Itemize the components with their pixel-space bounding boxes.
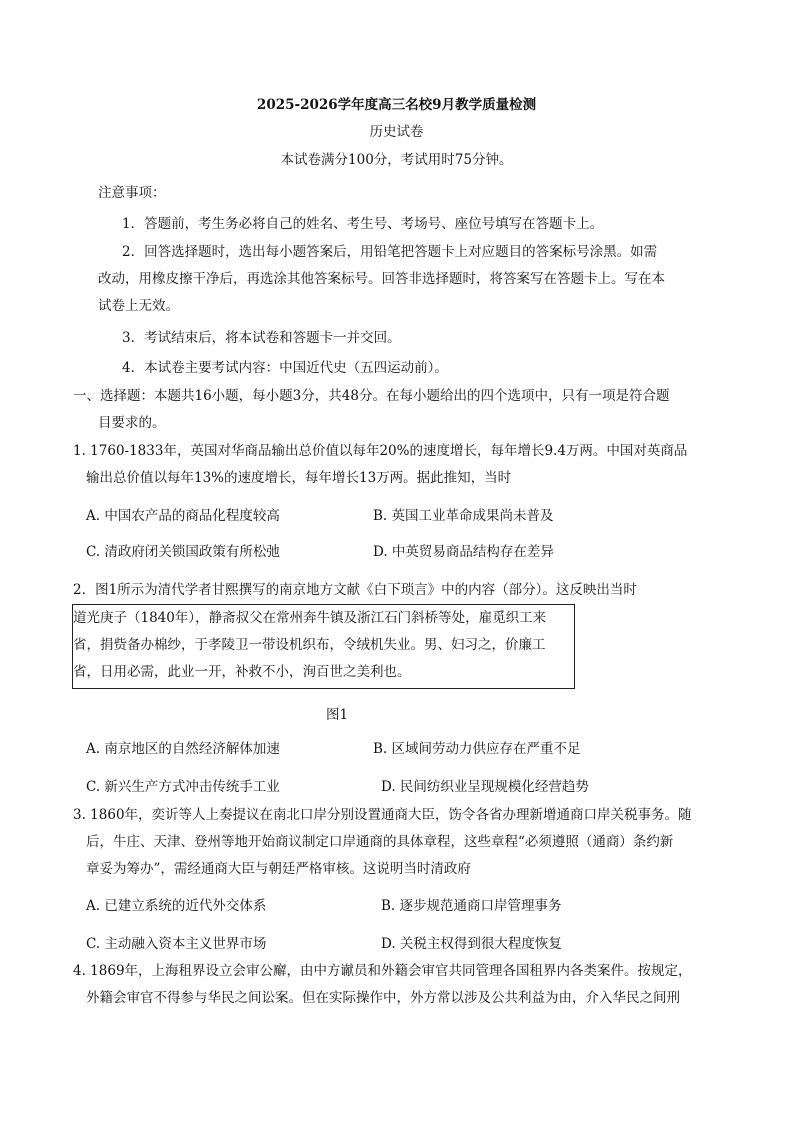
q2-option-d: D. 民间纺织业呈现规模化经营趋势 (381, 779, 589, 795)
notice-item-1: 1．答题前，考生务必将自己的姓名、考生号、考场号、座位号填写在答题卡上。 (122, 216, 604, 232)
notice-item-2-line-2: 改动，用橡皮擦干净后，再选涂其他答案标号。回答非选择题时，将答案写在答题卡上。写在本 (98, 271, 665, 287)
q3-stem-line-1: 3. 1860年，奕䜣等人上奏提议在南北口岸分别设置通商大臣，饬令各省办理新增通商口岸关税事务。随 (73, 807, 692, 823)
q4-stem-line-2: 外籍会审官不得参与华民之间讼案。但在实际操作中，外方常以涉及公共利益为由，介入华民之间刑 (86, 990, 680, 1006)
section-1-heading: 一、选择题：本题共16小题，每小题3分，共48分。在每小题给出的四个选项中，只有一项是符合题 (73, 388, 670, 404)
q3-option-a: A. 已建立系统的近代外交体系 (86, 898, 267, 914)
q1-stem-line-1: 1. 1760-1833年，英国对华商品输出总价值以每年20%的速度增长，每年增长9.4万两。中国对英商品 (73, 443, 688, 459)
q1-option-b: B. 英国工业革命成果尚未普及 (373, 508, 554, 524)
exam-title: 2025-2026学年度高三名校9月教学质量检测 (256, 97, 537, 113)
q4-stem-line-1: 4. 1869年，上海租界设立会审公廨，由中方谳员和外籍会审官共同管理各国租界内各类案件。按规定， (73, 963, 692, 979)
q1-stem-line-2: 输出总价值以每年13%的速度增长，每年增长13万两。据此推知，当时 (86, 470, 512, 486)
q3-option-d: D. 关税主权得到很大程度恢复 (381, 936, 562, 952)
notice-item-3: 3．考试结束后，将本试卷和答题卡一并交回。 (122, 330, 401, 346)
quote-line-1: 道光庚子（1840年），静斋叔父在常州奔牛镇及浙江石门斜桥等处，雇觅织工来 (73, 610, 547, 626)
section-1-heading-cont: 目要求的。 (98, 415, 166, 431)
exam-subject: 历史试卷 (369, 124, 424, 140)
q3-option-b: B. 逐步规范通商口岸管理事务 (381, 898, 562, 914)
q1-option-c: C. 清政府闭关锁国政策有所松弛 (86, 544, 280, 560)
q2-stem: 2．图1所示为清代学者甘熙撰写的南京地方文献《白下琐言》中的内容（部分）。这反映出当时 (73, 582, 637, 598)
exam-info: 本试卷满分100分，考试用时75分钟。 (280, 152, 513, 168)
q2-option-b: B. 区域间劳动力供应存在严重不足 (373, 741, 581, 757)
notice-item-2-line-3: 试卷上无效。 (98, 298, 179, 314)
q2-option-a: A. 南京地区的自然经济解体加速 (86, 741, 280, 757)
q1-option-d: D. 中英贸易商品结构存在差异 (373, 544, 554, 560)
q3-stem-line-2: 后，牛庄、天津、登州等地开始商议制定口岸通商的具体章程，这些章程“必须遵照（通商）条约新 (86, 834, 674, 850)
notice-heading: 注意事项： (98, 185, 166, 201)
q3-option-c: C. 主动融入资本主义世界市场 (86, 936, 267, 952)
q1-option-a: A. 中国农产品的商品化程度较高 (86, 508, 280, 524)
quote-line-3: 省，日用必需，此业一开，补救不小，洵百世之美利也。 (73, 664, 411, 680)
notice-item-2-line-1: 2．回答选择题时，选出每小题答案后，用铅笔把答题卡上对应题目的答案标号涂黑。如需 (122, 244, 658, 260)
notice-item-4: 4．本试卷主要考试内容：中国近代史（五四运动前）。 (122, 360, 448, 376)
quote-line-2: 省，捐赀备办棉纱，于孝陵卫一带设机织布，令绒机失业。男、妇习之，价廉工 (73, 637, 546, 653)
figure-caption: 图1 (326, 707, 349, 723)
q2-option-c: C. 新兴生产方式冲击传统手工业 (86, 779, 280, 795)
q3-stem-line-3: 章妥为筹办”，需经通商大臣与朝廷严格审核。这说明当时清政府 (86, 861, 471, 877)
